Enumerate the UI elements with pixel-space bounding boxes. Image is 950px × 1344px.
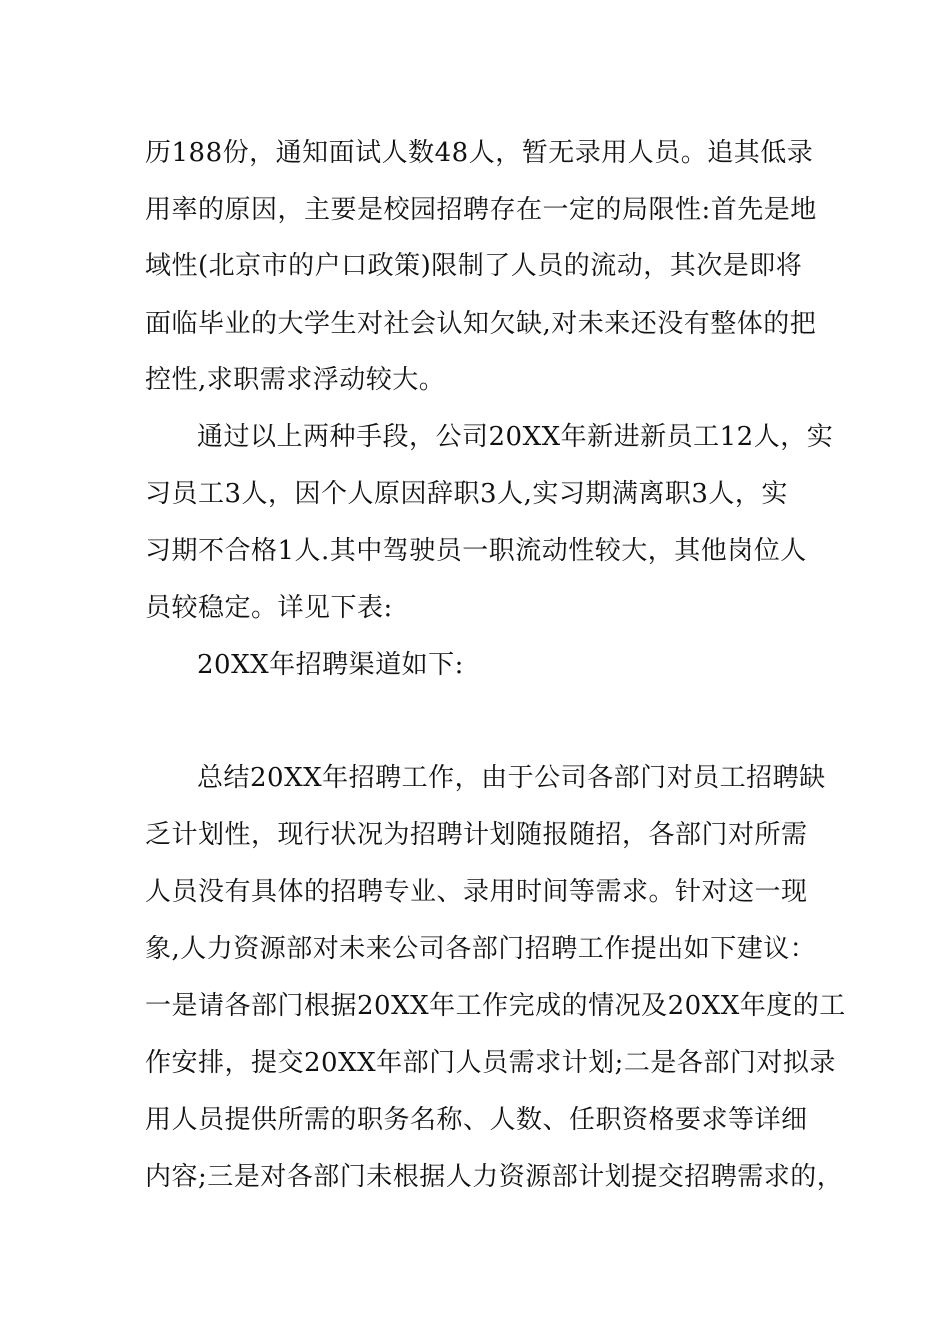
- paragraph-1-line-4: 面临毕业的大学生对社会认知欠缺,对未来还没有整体的把: [145, 309, 817, 339]
- paragraph-2-line-2: 习员工3人，因个人原因辞职3人,实习期满离职3人，实: [145, 479, 788, 509]
- paragraph-4-line-6: 作安排，提交20XX年部门人员需求计划;二是各部门对拟录: [145, 1048, 836, 1078]
- paragraph-4-line-4: 象,人力资源部对未来公司各部门招聘工作提出如下建议：: [145, 934, 817, 964]
- paragraph-3-line-1: 20XX年招聘渠道如下:: [197, 650, 464, 680]
- paragraph-2-line-1: 通过以上两种手段，公司20XX年新进新员工12人，实: [197, 422, 834, 452]
- paragraph-1-line-2: 用率的原因，主要是校园招聘存在一定的局限性:首先是地: [145, 195, 817, 225]
- paragraph-2-line-4: 员较稳定。详见下表:: [145, 593, 393, 623]
- paragraph-4-line-2: 乏计划性，现行状况为招聘计划随报随招，各部门对所需: [145, 820, 808, 850]
- paragraph-1-line-5: 控性,求职需求浮动较大。: [145, 365, 446, 395]
- paragraph-4-line-8: 内容;三是对各部门未根据人力资源部计划提交招聘需求的，: [145, 1162, 844, 1192]
- paragraph-1-line-1: 历188份，通知面试人数48人，暂无录用人员。追其低录: [145, 138, 814, 168]
- paragraph-4-line-3: 人员没有具体的招聘专业、录用时间等需求。针对这一现: [145, 877, 808, 907]
- paragraph-1-line-3: 域性(北京市的户口政策)限制了人员的流动，其次是即将: [145, 251, 803, 281]
- paragraph-4-line-7: 用人员提供所需的职务名称、人数、任职资格要求等详细: [145, 1105, 808, 1135]
- paragraph-2-line-3: 习期不合格1人.其中驾驶员一职流动性较大，其他岗位人: [145, 536, 807, 566]
- paragraph-4-line-1: 总结20XX年招聘工作，由于公司各部门对员工招聘缺: [197, 763, 826, 793]
- paragraph-4-line-5: 一是请各部门根据20XX年工作完成的情况及20XX年度的工: [145, 991, 846, 1021]
